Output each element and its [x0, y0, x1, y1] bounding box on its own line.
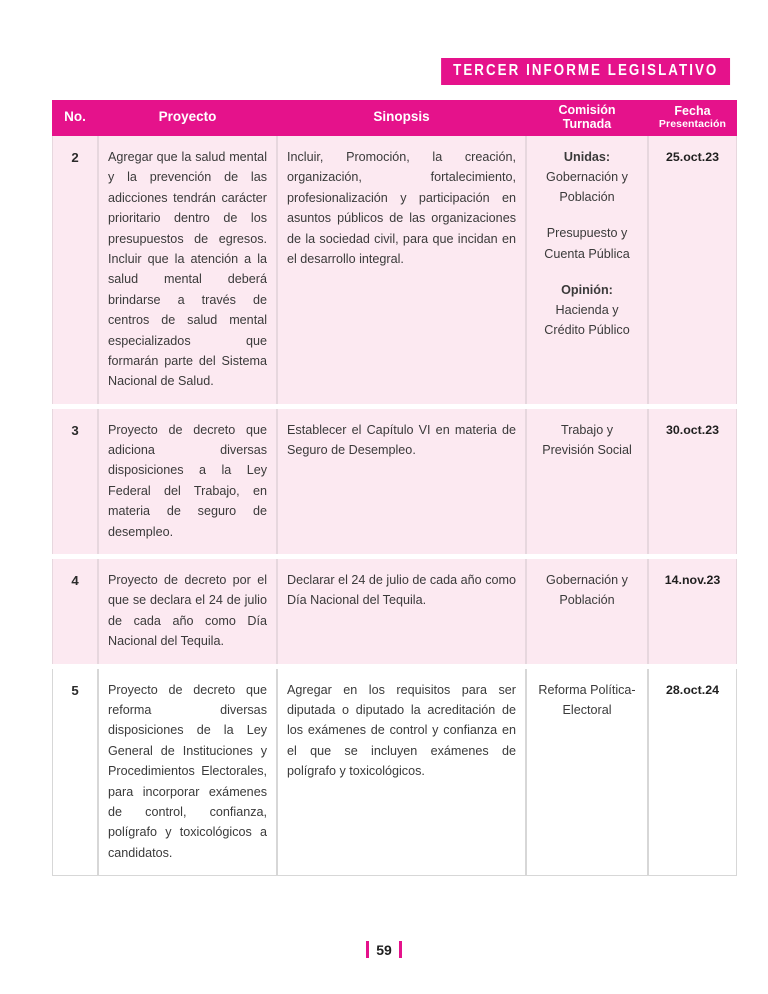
- page-bar-right-icon: [399, 941, 402, 958]
- cell-comision: [526, 136, 648, 404]
- cell-fecha: 28.oct.24: [648, 669, 737, 877]
- cell-sinopsis: Declarar el 24 de julio de cada año como Día Nacional del Tequila.: [277, 559, 526, 664]
- cell-proyecto: Agregar que la salud mental y la prevención de las adicciones tendrán carácter prioritario dentro de los presupuestos de egresos. Incluir que la atención a la salud mental deberá brindarse a través de centros de salud mental especializados que formarán parte del Sistema Nacional de Salud.: [98, 136, 277, 404]
- cell-proyecto: Proyecto de decreto que adiciona diversas disposiciones a la Ley Federal del Trabajo, en materia de seguro de desempleo.: [98, 409, 277, 554]
- cell-no: 2: [52, 136, 98, 404]
- cell-no: 3: [52, 409, 98, 554]
- page-bar-left-icon: [366, 941, 369, 958]
- table-header-row: [52, 100, 737, 136]
- cell-comision: Trabajo y Previsión Social: [526, 409, 648, 554]
- cell-proyecto: Proyecto de decreto por el que se declara el 24 de julio de cada año como Día Nacional del Tequila.: [98, 559, 277, 664]
- column-header-sinopsis: Sinopsis: [277, 100, 526, 136]
- column-header-fecha-presentacion: [648, 100, 737, 136]
- comision-unidas-2: Presupuesto y Cuenta Pública: [544, 226, 630, 261]
- cell-comision: Reforma Política-Electoral: [526, 669, 648, 877]
- comision-opinion-1: Hacienda y Crédito Público: [544, 302, 630, 337]
- column-header-fecha-line1: Fecha: [674, 104, 711, 119]
- column-header-comision-turnada: [526, 100, 648, 136]
- table-row: [52, 669, 737, 877]
- table-header: [52, 100, 737, 136]
- column-header-comision-line2: Turnada: [562, 116, 612, 131]
- comision-spacer: [536, 207, 638, 223]
- table-row: [52, 409, 737, 554]
- comision-spacer-2: [536, 264, 638, 280]
- table-body: [52, 136, 737, 876]
- legislative-table: [52, 100, 737, 876]
- header-banner-row: [0, 58, 730, 85]
- column-header-comision-line1: Comisión: [558, 103, 616, 117]
- page-footer: [0, 941, 768, 958]
- table-row: [52, 136, 737, 404]
- column-header-no: No.: [52, 100, 98, 136]
- comision-unidas-1: Gobernación y Población: [546, 170, 628, 205]
- cell-sinopsis: Incluir, Promoción, la creación, organización, fortalecimiento, profesionalización y participación en asuntos públicos de las organizaciones de la sociedad civil, para que incidan en el desarrollo integral.: [277, 136, 526, 404]
- report-title-banner: TERCER INFORME LEGISLATIVO: [441, 58, 730, 85]
- page-number: 59: [376, 941, 392, 958]
- comision-label-opinion: Opinión:: [561, 282, 613, 297]
- cell-fecha: 30.oct.23: [648, 409, 737, 554]
- cell-proyecto: Proyecto de decreto que reforma diversas disposiciones de la Ley General de Instituciones y Procedimientos Electorales, para incorporar exámenes de control, confianza, polígrafo y toxicológicos a candidatos.: [98, 669, 277, 877]
- cell-no: 5: [52, 669, 98, 877]
- legislative-table-wrap: [52, 100, 727, 876]
- cell-no: 4: [52, 559, 98, 664]
- cell-sinopsis: Establecer el Capítulo VI en materia de Seguro de Desempleo.: [277, 409, 526, 554]
- cell-sinopsis: Agregar en los requisitos para ser diputada o diputado la acreditación de los exámenes de control y confianza en el que se incluyen exámenes de polígrafo y toxicológicos.: [277, 669, 526, 877]
- cell-fecha: 25.oct.23: [648, 136, 737, 404]
- table-row: [52, 559, 737, 664]
- cell-fecha: 14.nov.23: [648, 559, 737, 664]
- column-header-proyecto: Proyecto: [98, 100, 277, 136]
- column-header-fecha-line2: Presentación: [658, 117, 727, 130]
- comision-label-unidas: Unidas:: [563, 150, 611, 164]
- cell-comision: Gobernación y Población: [526, 559, 648, 664]
